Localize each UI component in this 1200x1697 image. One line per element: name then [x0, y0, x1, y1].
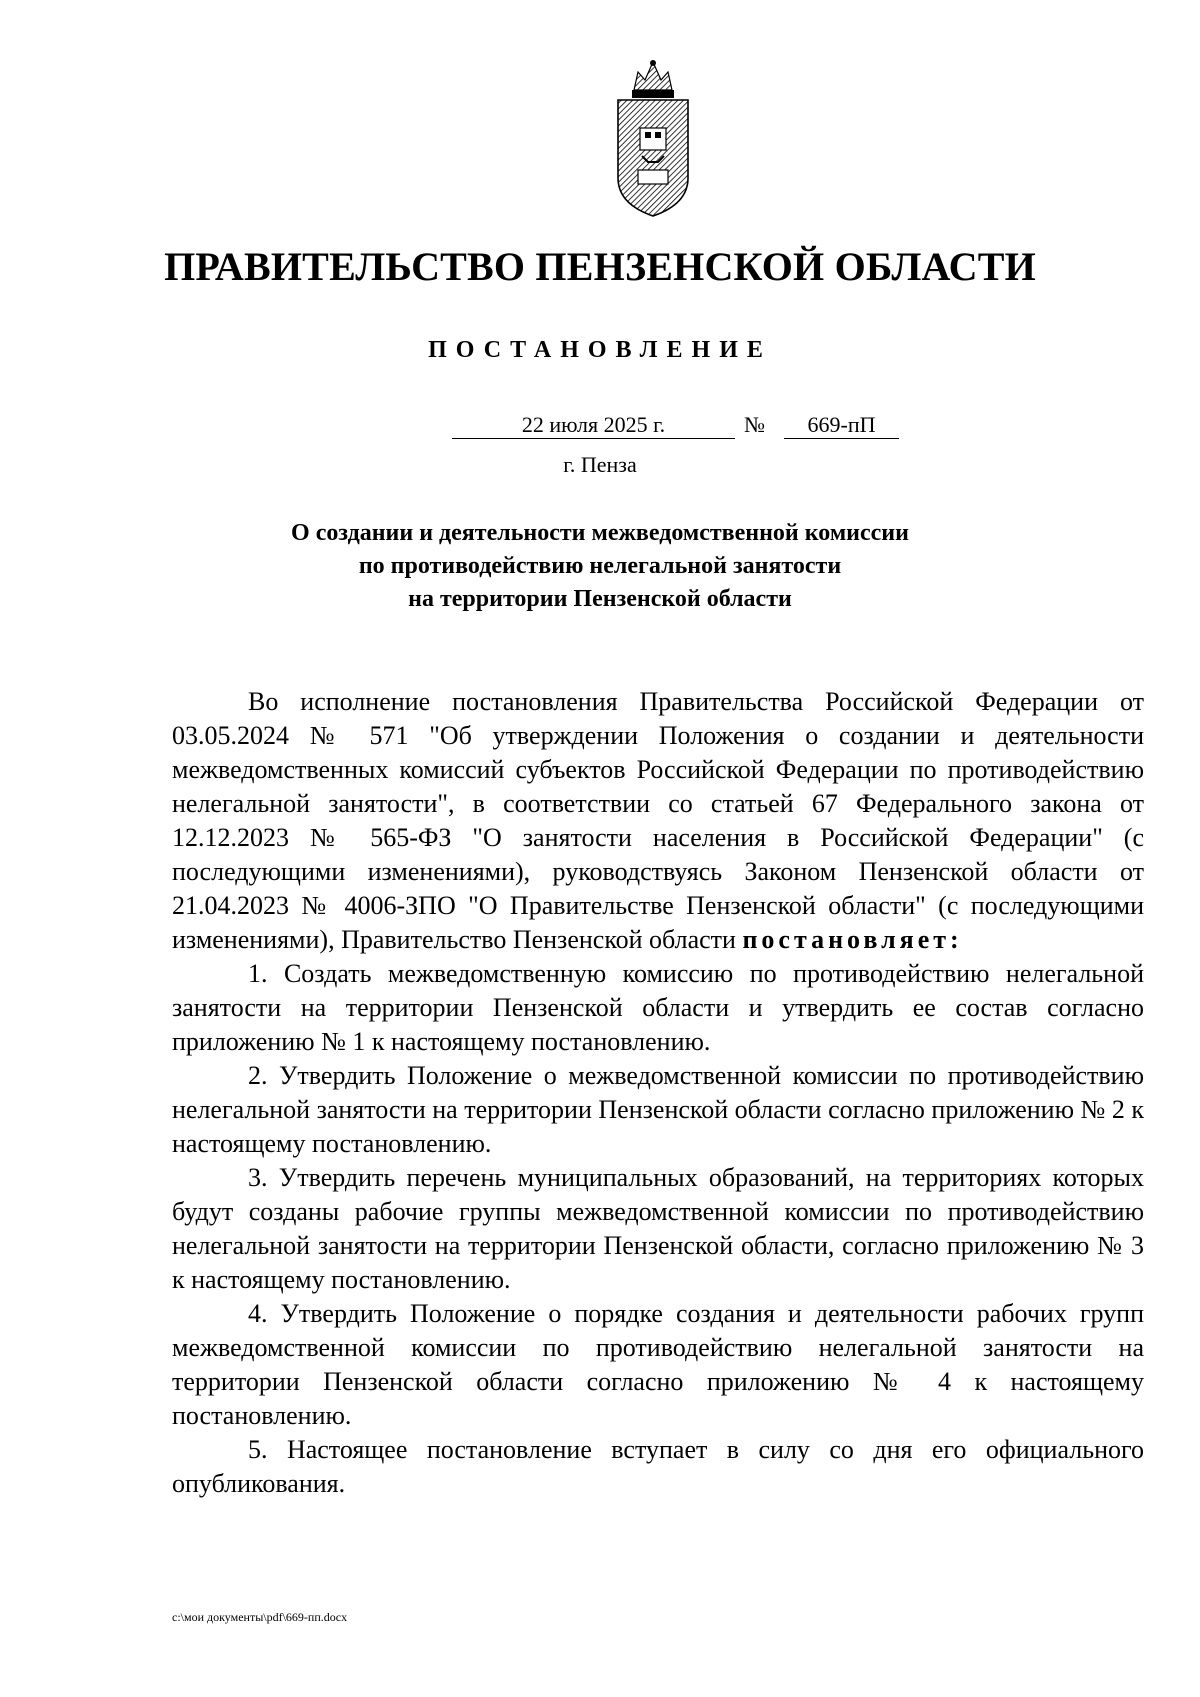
- list-item: 2. Утвердить Положение о межведомственной комиссии по противодействию нелегальной занятости на территории Пензенской области согласно приложению № 2 к настоящему постановлению.: [172, 1061, 1144, 1158]
- coat-of-arms-icon: [612, 58, 694, 218]
- subject-line: О создании и деятельности межведомственной комиссии: [291, 520, 909, 546]
- preamble-paragraph: [172, 685, 1144, 957]
- document-number: 669-пП: [784, 412, 899, 439]
- list-item: 4. Утвердить Положение о порядке создания и деятельности рабочих групп межведомственной комиссии по противодействию нелегальной занятости на территории Пензенской области согласно приложению № 4 к настоящему постановлению.: [172, 1299, 1144, 1430]
- preamble-text: Во исполнение постановления Правительства Российской Федерации от 03.05.2024 № 571 "Об утверждении Положения о создании и деятельности межведомственных комиссий субъектов Российской Федерации по противодействию нелегальной занятости", в соответствии со статьей 67 Федерального закона от 12.12.2023 № 565-ФЗ "О занятости населения в Российской Федерации" (с последующими изменениями), руководствуясь Законом Пензенской области от 21.04.2023 № 4006-ЗПО "О Правительстве Пензенской области" (с последующими изменениями), Правительство Пензенской области: [172, 687, 1144, 954]
- document-type-heading: ПОСТАНОВЛЕНИЕ: [428, 337, 772, 363]
- list-item: 5. Настоящее постановление вступает в силу со дня его официального опубликования.: [172, 1435, 1144, 1498]
- document-date: 22 июля 2025 г.: [452, 412, 735, 439]
- subject-line: на территории Пензенской области: [408, 586, 792, 612]
- government-title: ПРАВИТЕЛЬСТВО ПЕНЗЕНСКОЙ ОБЛАСТИ: [164, 244, 1036, 289]
- city-name: г. Пенза: [563, 452, 637, 477]
- list-item: 3. Утвердить перечень муниципальных образований, на территориях которых будут созданы рабочие группы межведомственной комиссии по противодействию нелегальной занятости на территории Пензенской области, согласно приложению № 3 к настоящему постановлению.: [172, 1163, 1144, 1294]
- resolves-word: постановляет:: [742, 925, 963, 954]
- document-subject: [0, 517, 1200, 616]
- subject-line: по противодействию нелегальной занятости: [358, 553, 842, 579]
- document-body: [172, 685, 1144, 1501]
- number-sign: №: [744, 412, 765, 437]
- file-path-footer: c:\мои документы\pdf\669-пп.docx: [172, 1610, 348, 1624]
- list-item: 1. Создать межведомственную комиссию по противодействию нелегальной занятости на территории Пензенской области и утвердить ее состав согласно приложению № 1 к настоящему постановлению.: [172, 959, 1144, 1056]
